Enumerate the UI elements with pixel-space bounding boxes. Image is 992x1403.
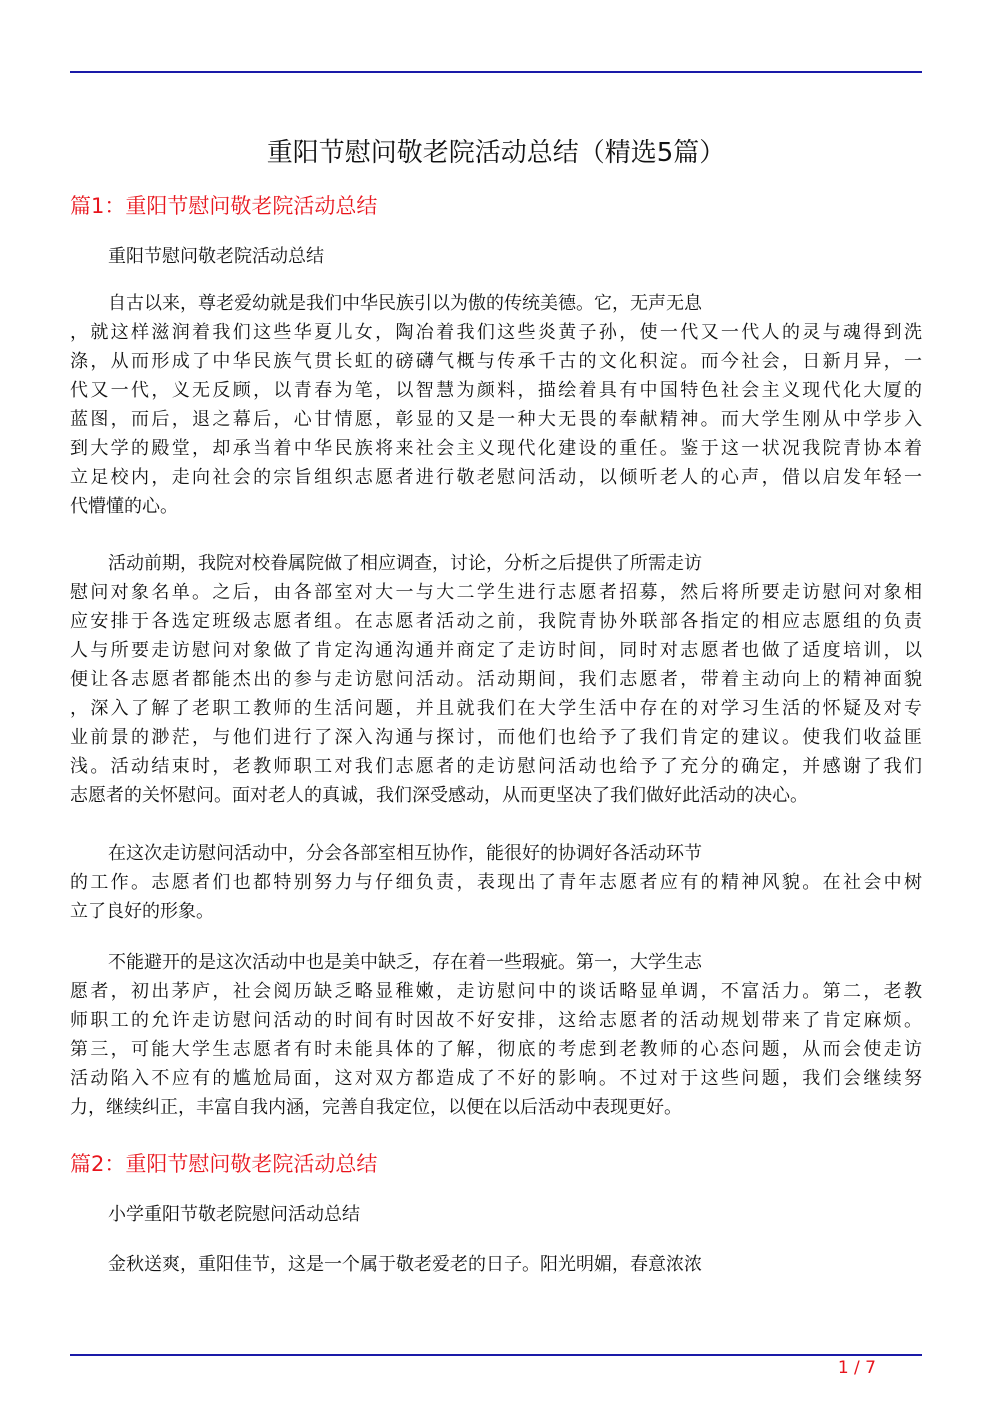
paragraph-line: 活动陷入不应有的尴尬局面，这对双方都造成了不好的影响。不过对于这些问题，我们会继续努 (70, 1068, 922, 1089)
paragraph-line: 力，继续纠正，丰富自我内涵，完善自我定位，以便在以后活动中表现更好。 (70, 1097, 682, 1118)
paragraph-line: 浅。活动结束时，老教师职工对我们志愿者的走访慰问活动也给予了充分的确定，并感谢了我们 (70, 756, 922, 777)
paragraph-line: ，深入了解了老职工教师的生活问题，并且就我们在大学生活中存在的对学习生活的怀疑及对专 (70, 698, 922, 719)
paragraph-line: 师职工的允许走访慰问活动的时间有时因故不好安排，这给志愿者的活动规划带来了肯定麻烦。 (70, 1010, 922, 1031)
paragraph-line: 的工作。志愿者们也都特别努力与仔细负责，表现出了青年志愿者应有的精神风貌。在社会中树 (70, 872, 922, 893)
section-heading-1: 篇1：重阳节慰问敬老院活动总结 (70, 194, 378, 218)
paragraph-line: 蓝图，而后，退之幕后，心甘情愿，彰显的又是一种大无畏的奉献精神。而大学生刚从中学步入 (70, 409, 922, 430)
paragraph-line: 志愿者的关怀慰问。面对老人的真诚，我们深受感动，从而更坚决了我们做好此活动的决心。 (70, 785, 808, 806)
paragraph (70, 839, 922, 926)
paragraph-line: 立了良好的形象。 (70, 901, 214, 922)
subtitle-text: 重阳节慰问敬老院活动总结 (108, 246, 324, 267)
paragraph-line: 应安排于各选定班级志愿者组。在志愿者活动之前，我院青协外联部各指定的相应志愿组的负责 (70, 611, 922, 632)
paragraph-line: 不能避开的是这次活动中也是美中缺乏，存在着一些瑕疵。第一，大学生志 (108, 952, 702, 973)
paragraph-line: ，就这样滋润着我们这些华夏儿女，陶冶着我们这些炎黄子孙，使一代又一代人的灵与魂得到洗 (70, 322, 922, 343)
paragraph-line: 业前景的渺茫，与他们进行了深入沟通与探讨，而他们也给予了我们肯定的建议。使我们收益匪 (70, 727, 922, 748)
paragraph-line: 慰问对象名单。之后，由各部室对大一与大二学生进行志愿者招募，然后将所要走访慰问对象相 (70, 582, 922, 603)
paragraph-line: 代又一代，义无反顾，以青春为笔，以智慧为颜料，描绘着具有中国特色社会主义现代化大厦的 (70, 380, 922, 401)
paragraph (70, 948, 922, 1122)
paragraph (70, 289, 922, 521)
section-heading-2: 篇2：重阳节慰问敬老院活动总结 (70, 1152, 378, 1176)
paragraph-line: 自古以来，尊老爱幼就是我们中华民族引以为傲的传统美德。它，无声无息 (108, 293, 702, 314)
paragraph-line: 代懵懂的心。 (70, 496, 178, 517)
paragraph-line: 涤，从而形成了中华民族气贯长虹的磅礴气概与传承千古的文化积淀。而今社会，日新月异，一 (70, 351, 922, 372)
paragraph-line: 立足校内，走向社会的宗旨组织志愿者进行敬老慰问活动，以倾听老人的心声，借以启发年轻一 (70, 467, 922, 488)
paragraph (70, 1250, 922, 1279)
header-rule (70, 71, 922, 73)
paragraph-line: 活动前期，我院对校眷属院做了相应调查，讨论，分析之后提供了所需走访 (108, 553, 702, 574)
subtitle-text: 小学重阳节敬老院慰问活动总结 (108, 1204, 360, 1225)
paragraph-line: 第三，可能大学生志愿者有时未能具体的了解，彻底的考虑到老教师的心态问题，从而会使走访 (70, 1039, 922, 1060)
page-number: 1 / 7 (837, 1358, 876, 1378)
paragraph-line: 金秋送爽，重阳佳节，这是一个属于敬老爱老的日子。阳光明媚，春意浓浓 (108, 1254, 702, 1275)
paragraph-line: 在这次走访慰问活动中，分会各部室相互协作，能很好的协调好各活动环节 (108, 843, 702, 864)
paragraph (70, 549, 922, 810)
section-subtitle-1 (70, 242, 922, 271)
footer-rule (70, 1354, 922, 1356)
paragraph-line: 到大学的殿堂，却承当着中华民族将来社会主义现代化建设的重任。鉴于这一状况我院青协本着 (70, 438, 922, 459)
paragraph-line: 便让各志愿者都能杰出的参与走访慰问活动。活动期间，我们志愿者，带着主动向上的精神面貌 (70, 669, 922, 690)
paragraph-line: 愿者，初出茅庐，社会阅历缺乏略显稚嫩，走访慰问中的谈话略显单调，不富活力。第二，老教 (70, 981, 922, 1002)
section-subtitle-2 (70, 1200, 922, 1229)
document-title: 重阳节慰问敬老院活动总结（精选5篇） (266, 138, 726, 168)
paragraph-line: 人与所要走访慰问对象做了肯定沟通沟通并商定了走访时间，同时对志愿者也做了适度培训，以 (70, 640, 922, 661)
